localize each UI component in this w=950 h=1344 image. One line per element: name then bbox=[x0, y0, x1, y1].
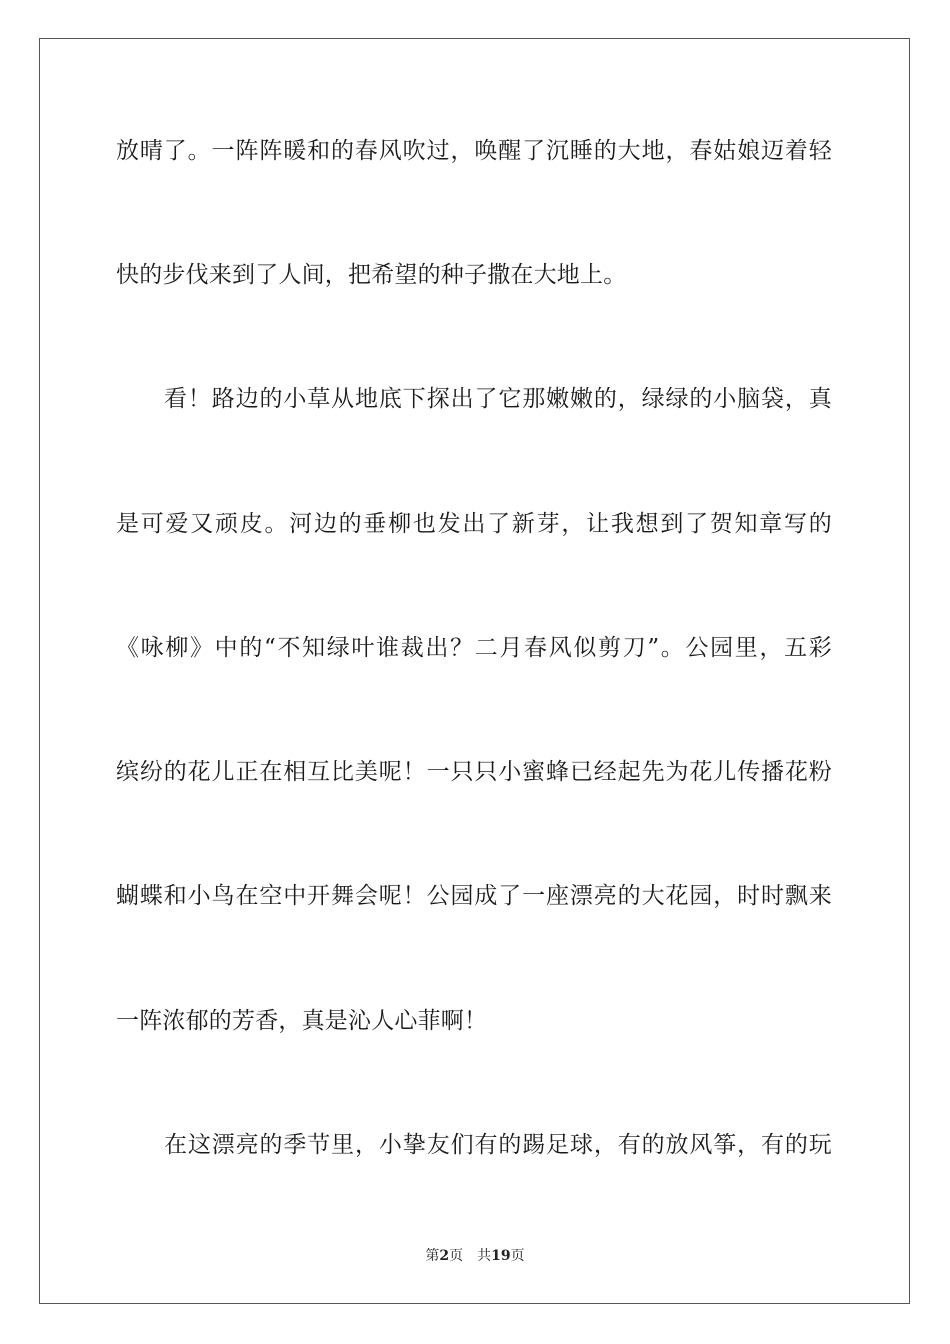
footer-page-unit: 页 bbox=[449, 1248, 464, 1264]
text-line-4: 是可爱又顽皮。河边的垂柳也发出了新芽，让我想到了贺知章写的 bbox=[116, 511, 832, 537]
text-line-8: 一阵浓郁的芳香，真是沁人心菲啊！ bbox=[116, 1008, 488, 1034]
text-line-1: 放晴了。一阵阵暖和的春风吹过，唤醒了沉睡的大地，春姑娘迈着轻 bbox=[116, 138, 832, 164]
text-line-9: 在这漂亮的季节里，小挚友们有的踢足球，有的放风筝，有的玩 bbox=[164, 1132, 832, 1158]
footer-prefix: 第 bbox=[425, 1248, 440, 1264]
current-page-number: 2 bbox=[439, 1248, 450, 1264]
page-border bbox=[39, 38, 910, 1304]
footer-total-prefix: 共 bbox=[477, 1248, 492, 1264]
text-line-3: 看！路边的小草从地底下探出了它那嫩嫩的，绿绿的小脑袋，真 bbox=[164, 386, 832, 412]
total-pages-number: 19 bbox=[491, 1248, 511, 1264]
text-line-5: 《咏柳》中的“不知绿叶谁裁出？二月春风似剪刀”。公园里，五彩 bbox=[116, 635, 832, 661]
footer-total-unit: 页 bbox=[510, 1248, 525, 1264]
text-line-2: 快的步伐来到了人间，把希望的种子撒在大地上。 bbox=[116, 262, 627, 288]
text-line-6: 缤纷的花儿正在相互比美呢！一只只小蜜蜂已经起先为花儿传播花粉 bbox=[116, 759, 832, 785]
page-number-footer bbox=[0, 1246, 950, 1266]
text-line-7: 蝴蝶和小鸟在空中开舞会呢！公园成了一座漂亮的大花园，时时飘来 bbox=[116, 883, 832, 909]
